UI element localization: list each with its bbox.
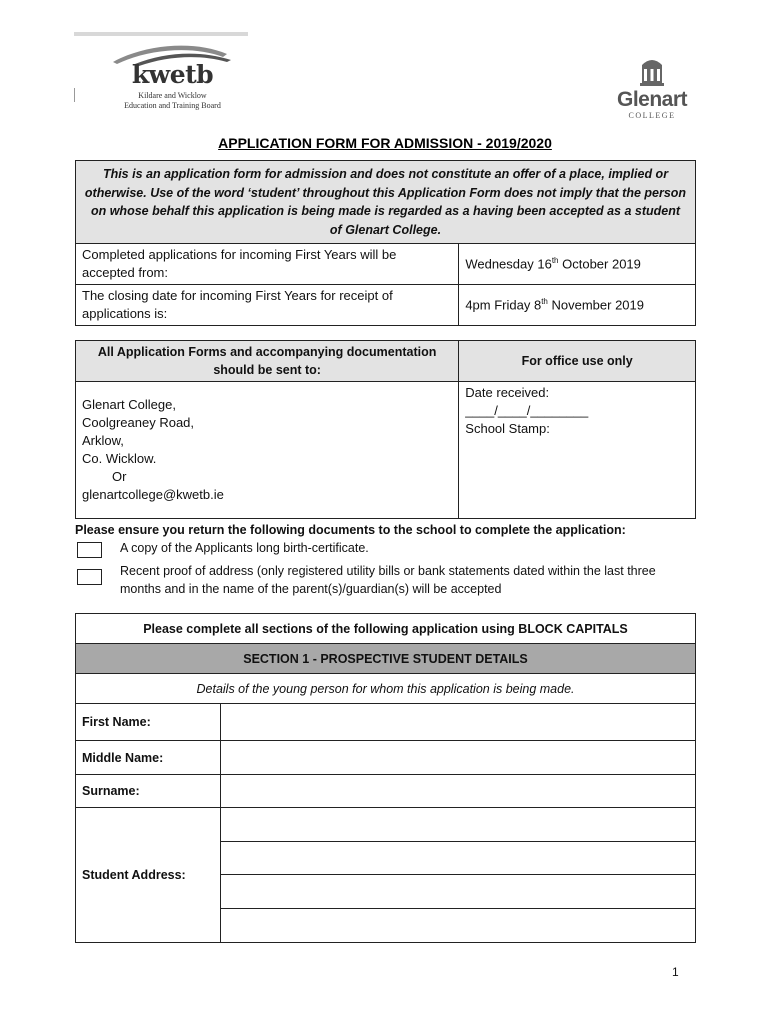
glenart-logo [604,55,700,125]
glenart-subtitle: COLLEGE [628,111,676,120]
surname-field[interactable] [220,775,695,808]
documents-heading: Please ensure you return the following documents to the school to complete the application: [75,523,626,537]
office-use-box [459,382,696,519]
kwetb-subtitle-2: Education and Training Board [124,101,221,110]
disclaimer-notice: This is an application form for admission and does not constitute an offer of a place, implied or otherwise. Use of the word ‘student’ throughout this Application Form does not imply that the person on whose behalf this application is being made is regarded as a having been accepted as a student of Glenart College. [76,161,696,244]
proof-of-address-label: Recent proof of address (only registered utility bills or bank statements dated within the last three months and in the name of the parent(s)/guardian(s) will be accepted [120,564,656,596]
student-address-label: Student Address: [76,808,221,943]
middle-name-label: Middle Name: [76,741,221,775]
document-title: APPLICATION FORM FOR ADMISSION - 2019/2020 [218,135,552,151]
header-rule [74,32,248,36]
email-address[interactable]: glenartcollege@kwetb.ie [82,487,224,502]
section-1-title: SECTION 1 - PROSPECTIVE STUDENT DETAILS [76,644,696,674]
student-address-line-4[interactable] [220,909,695,943]
admission-info-table [75,160,696,326]
closing-date-label: The closing date for incoming First Years for receipt of applications is: [76,285,459,326]
send-to-header: All Application Forms and accompanying documentation should be sent to: [76,341,459,382]
birth-cert-checkbox[interactable] [77,542,102,558]
kwetb-wordmark: kwetb [131,60,214,89]
kwetb-subtitle-1: Kildare and Wicklow [138,91,207,100]
school-stamp-label: School Stamp: [465,421,550,436]
section-1-description: Details of the young person for whom this application is being made. [76,674,696,704]
closing-date-value: 4pm Friday 8th November 2019 [459,285,696,326]
or-text: Or [112,469,127,484]
kwetb-logo [105,42,240,114]
office-use-header: For office use only [459,341,696,382]
first-name-field[interactable] [220,704,695,741]
address-line: Glenart College, [82,397,176,412]
student-address-line-2[interactable] [220,842,695,875]
address-line: Arklow, [82,433,124,448]
surname-label: Surname: [76,775,221,808]
first-name-label: First Name: [76,704,221,741]
address-line: Coolgreaney Road, [82,415,195,430]
postal-address [76,382,459,519]
middle-name-field[interactable] [220,741,695,775]
proof-of-address-checkbox[interactable] [77,569,102,585]
date-received-blank: ____/____/________ [465,403,589,418]
birth-cert-label: A copy of the Applicants long birth-certificate. [120,541,369,555]
student-address-line-3[interactable] [220,875,695,909]
glenart-wordmark: Glenart [616,88,688,111]
glenart-crest-icon [638,55,666,87]
address-line: Co. Wicklow. [82,451,157,466]
date-received-label: Date received: [465,385,550,400]
student-details-table [75,613,696,943]
accepted-from-value: Wednesday 16th October 2019 [459,244,696,285]
block-capitals-instruction: Please complete all sections of the following application using BLOCK CAPITALS [76,614,696,644]
send-to-table [75,340,696,519]
page-number: 1 [672,965,679,979]
student-address-line-1[interactable] [220,808,695,842]
margin-mark [74,88,75,102]
accepted-from-label: Completed applications for incoming First Years will be accepted from: [76,244,459,285]
